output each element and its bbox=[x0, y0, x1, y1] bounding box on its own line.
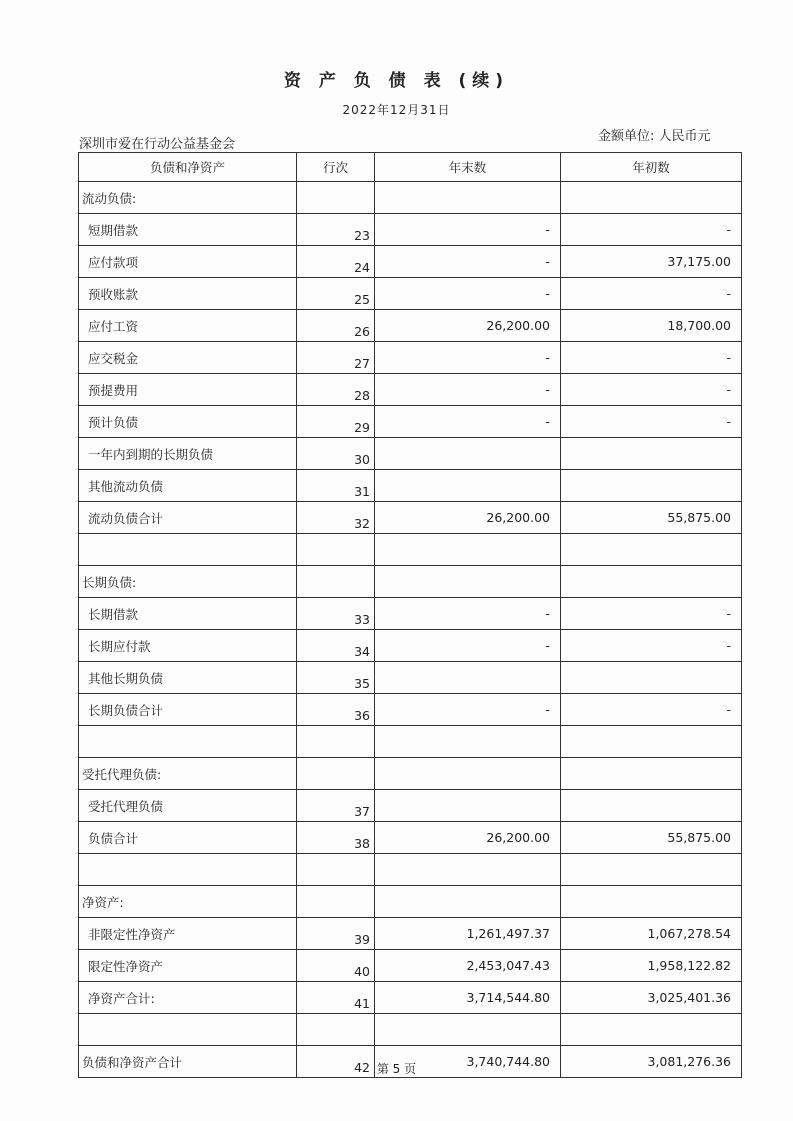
page-title: 资 产 负 债 表 (续) bbox=[283, 71, 510, 91]
row-end-value: - bbox=[375, 278, 561, 310]
row-line-number: 23 bbox=[297, 214, 375, 246]
row-line-number: 37 bbox=[297, 790, 375, 822]
row-line-number: 24 bbox=[297, 246, 375, 278]
table-row bbox=[79, 694, 742, 726]
row-begin-value: - bbox=[561, 278, 742, 310]
row-item-label: 净资产: bbox=[79, 886, 297, 918]
row-begin-value bbox=[561, 662, 742, 694]
row-item-label: 一年内到期的长期负债 bbox=[79, 438, 297, 470]
row-item-label: 受托代理负债: bbox=[79, 758, 297, 790]
table-row bbox=[79, 182, 742, 214]
table-row bbox=[79, 662, 742, 694]
table-row bbox=[79, 342, 742, 374]
row-end-value bbox=[375, 1014, 561, 1046]
row-line-number: 42 bbox=[297, 1046, 375, 1078]
row-line-number bbox=[297, 566, 375, 598]
row-begin-value bbox=[561, 726, 742, 758]
row-begin-value: 3,025,401.36 bbox=[561, 982, 742, 1014]
table-row bbox=[79, 918, 742, 950]
table-row bbox=[79, 1014, 742, 1046]
balance-sheet-table bbox=[78, 152, 742, 1078]
row-begin-value: - bbox=[561, 214, 742, 246]
table-row bbox=[79, 950, 742, 982]
header-row bbox=[79, 153, 742, 182]
table-row bbox=[79, 726, 742, 758]
row-line-number: 29 bbox=[297, 406, 375, 438]
row-begin-value: 18,700.00 bbox=[561, 310, 742, 342]
currency-unit: 金额单位: 人民币元 bbox=[598, 129, 711, 144]
row-item-label: 长期负债合计 bbox=[79, 694, 297, 726]
row-line-number bbox=[297, 854, 375, 886]
table-row bbox=[79, 470, 742, 502]
header-line: 行次 bbox=[297, 153, 375, 182]
table-row bbox=[79, 566, 742, 598]
table-row bbox=[79, 534, 742, 566]
page-number: 第 5 页 bbox=[376, 1062, 417, 1076]
row-line-number bbox=[297, 534, 375, 566]
row-begin-value bbox=[561, 1014, 742, 1046]
row-item-label bbox=[79, 534, 297, 566]
row-end-value bbox=[375, 854, 561, 886]
report-date: 2022年12月31日 bbox=[342, 103, 451, 117]
row-item-label: 流动负债合计 bbox=[79, 502, 297, 534]
table-row bbox=[79, 758, 742, 790]
row-item-label: 预计负债 bbox=[79, 406, 297, 438]
row-item-label: 其他长期负债 bbox=[79, 662, 297, 694]
row-line-number: 34 bbox=[297, 630, 375, 662]
row-item-label bbox=[79, 726, 297, 758]
row-item-label: 长期负债: bbox=[79, 566, 297, 598]
row-line-number bbox=[297, 886, 375, 918]
row-item-label: 其他流动负债 bbox=[79, 470, 297, 502]
table-row bbox=[79, 886, 742, 918]
row-line-number: 36 bbox=[297, 694, 375, 726]
row-end-value: 3,714,544.80 bbox=[375, 982, 561, 1014]
row-line-number bbox=[297, 1014, 375, 1046]
row-line-number bbox=[297, 726, 375, 758]
row-end-value bbox=[375, 662, 561, 694]
row-end-value: 26,200.00 bbox=[375, 502, 561, 534]
row-line-number: 26 bbox=[297, 310, 375, 342]
row-end-value: - bbox=[375, 694, 561, 726]
row-end-value bbox=[375, 534, 561, 566]
row-item-label: 非限定性净资产 bbox=[79, 918, 297, 950]
table-row bbox=[79, 214, 742, 246]
row-line-number: 39 bbox=[297, 918, 375, 950]
row-end-value: 26,200.00 bbox=[375, 822, 561, 854]
table-body bbox=[79, 182, 742, 1078]
row-end-value: - bbox=[375, 214, 561, 246]
table-row bbox=[79, 822, 742, 854]
row-end-value bbox=[375, 438, 561, 470]
row-begin-value bbox=[561, 438, 742, 470]
row-item-label: 短期借款 bbox=[79, 214, 297, 246]
row-end-value bbox=[375, 726, 561, 758]
row-end-value bbox=[375, 470, 561, 502]
row-begin-value: 55,875.00 bbox=[561, 502, 742, 534]
row-begin-value bbox=[561, 790, 742, 822]
row-item-label: 应付款项 bbox=[79, 246, 297, 278]
table-row bbox=[79, 982, 742, 1014]
row-line-number: 31 bbox=[297, 470, 375, 502]
header-begin: 年初数 bbox=[561, 153, 742, 182]
table-row bbox=[79, 502, 742, 534]
row-end-value: - bbox=[375, 374, 561, 406]
table-row bbox=[79, 310, 742, 342]
row-line-number: 38 bbox=[297, 822, 375, 854]
row-end-value: 2,453,047.43 bbox=[375, 950, 561, 982]
table-row bbox=[79, 246, 742, 278]
row-begin-value bbox=[561, 758, 742, 790]
row-item-label: 流动负债: bbox=[79, 182, 297, 214]
row-end-value bbox=[375, 566, 561, 598]
row-end-value: - bbox=[375, 406, 561, 438]
row-begin-value bbox=[561, 886, 742, 918]
row-begin-value bbox=[561, 534, 742, 566]
table-row bbox=[79, 438, 742, 470]
table-row bbox=[79, 406, 742, 438]
row-begin-value: 1,067,278.54 bbox=[561, 918, 742, 950]
row-line-number: 33 bbox=[297, 598, 375, 630]
row-end-value bbox=[375, 758, 561, 790]
row-item-label: 限定性净资产 bbox=[79, 950, 297, 982]
row-begin-value bbox=[561, 854, 742, 886]
row-line-number: 27 bbox=[297, 342, 375, 374]
row-begin-value: - bbox=[561, 598, 742, 630]
row-line-number: 35 bbox=[297, 662, 375, 694]
row-item-label: 负债合计 bbox=[79, 822, 297, 854]
row-item-label: 受托代理负债 bbox=[79, 790, 297, 822]
row-begin-value: 1,958,122.82 bbox=[561, 950, 742, 982]
row-item-label bbox=[79, 854, 297, 886]
row-line-number: 41 bbox=[297, 982, 375, 1014]
row-line-number: 25 bbox=[297, 278, 375, 310]
table-row bbox=[79, 374, 742, 406]
row-end-value: - bbox=[375, 246, 561, 278]
row-item-label: 长期借款 bbox=[79, 598, 297, 630]
row-item-label: 负债和净资产合计 bbox=[79, 1046, 297, 1078]
row-item-label: 应付工资 bbox=[79, 310, 297, 342]
row-begin-value bbox=[561, 566, 742, 598]
row-begin-value: - bbox=[561, 694, 742, 726]
row-begin-value: - bbox=[561, 406, 742, 438]
row-end-value: - bbox=[375, 342, 561, 374]
table-row bbox=[79, 790, 742, 822]
row-item-label: 预收账款 bbox=[79, 278, 297, 310]
row-begin-value: 55,875.00 bbox=[561, 822, 742, 854]
row-begin-value bbox=[561, 182, 742, 214]
row-line-number: 30 bbox=[297, 438, 375, 470]
row-end-value: 1,261,497.37 bbox=[375, 918, 561, 950]
row-end-value: - bbox=[375, 598, 561, 630]
table-row bbox=[79, 598, 742, 630]
row-line-number: 32 bbox=[297, 502, 375, 534]
row-item-label: 应交税金 bbox=[79, 342, 297, 374]
row-begin-value: - bbox=[561, 374, 742, 406]
row-end-value: 26,200.00 bbox=[375, 310, 561, 342]
row-item-label: 净资产合计: bbox=[79, 982, 297, 1014]
row-line-number bbox=[297, 758, 375, 790]
header-end: 年末数 bbox=[375, 153, 561, 182]
row-end-value bbox=[375, 886, 561, 918]
row-begin-value: 37,175.00 bbox=[561, 246, 742, 278]
row-begin-value: - bbox=[561, 630, 742, 662]
row-line-number: 40 bbox=[297, 950, 375, 982]
row-item-label bbox=[79, 1014, 297, 1046]
row-item-label: 预提费用 bbox=[79, 374, 297, 406]
row-begin-value bbox=[561, 470, 742, 502]
header-item: 负债和净资产 bbox=[79, 153, 297, 182]
table-row bbox=[79, 278, 742, 310]
organization-name: 深圳市爱在行动公益基金会 bbox=[79, 137, 236, 152]
row-end-value: 3,740,744.80 bbox=[375, 1046, 561, 1078]
table-row bbox=[79, 630, 742, 662]
row-begin-value: - bbox=[561, 342, 742, 374]
row-end-value: - bbox=[375, 630, 561, 662]
row-item-label: 长期应付款 bbox=[79, 630, 297, 662]
row-end-value bbox=[375, 790, 561, 822]
table-row bbox=[79, 854, 742, 886]
row-line-number: 28 bbox=[297, 374, 375, 406]
row-begin-value: 3,081,276.36 bbox=[561, 1046, 742, 1078]
row-end-value bbox=[375, 182, 561, 214]
row-line-number bbox=[297, 182, 375, 214]
